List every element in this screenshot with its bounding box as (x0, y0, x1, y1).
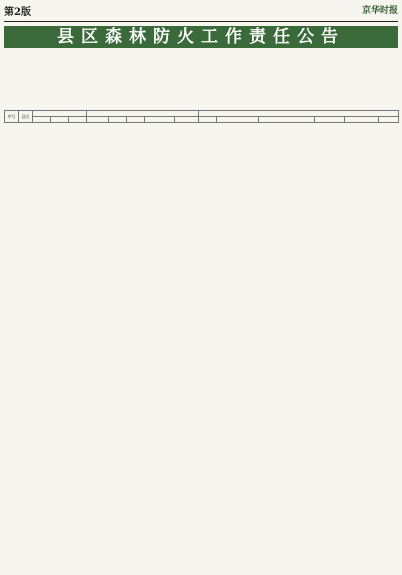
subheader-cell (315, 117, 345, 123)
subheader-cell (87, 117, 109, 123)
table-body (5, 123, 399, 558)
subheader-cell (145, 117, 175, 123)
page-title: 县区森林防火工作责任公告 (57, 27, 345, 47)
subheader-cell (345, 117, 379, 123)
subheader-cell (175, 117, 199, 123)
masthead (4, 2, 398, 20)
subheader-cell (379, 117, 399, 123)
newspaper-brand: 京华时报 (361, 6, 398, 16)
subheader-cell (33, 117, 51, 123)
header-county: 县区 (19, 111, 33, 123)
header-no: 序号 (5, 111, 19, 123)
subheader-cell (217, 117, 259, 123)
subheader-cell (127, 117, 145, 123)
edition-label: 第2版 (4, 7, 31, 18)
masthead-rule (4, 21, 398, 22)
responsibility-table (4, 110, 399, 558)
subheader-cell (69, 117, 87, 123)
subheader-cell (259, 117, 315, 123)
subheader-cell (109, 117, 127, 123)
subheader-cell (51, 117, 69, 123)
title-banner (4, 26, 398, 48)
subheader-cell (199, 117, 217, 123)
